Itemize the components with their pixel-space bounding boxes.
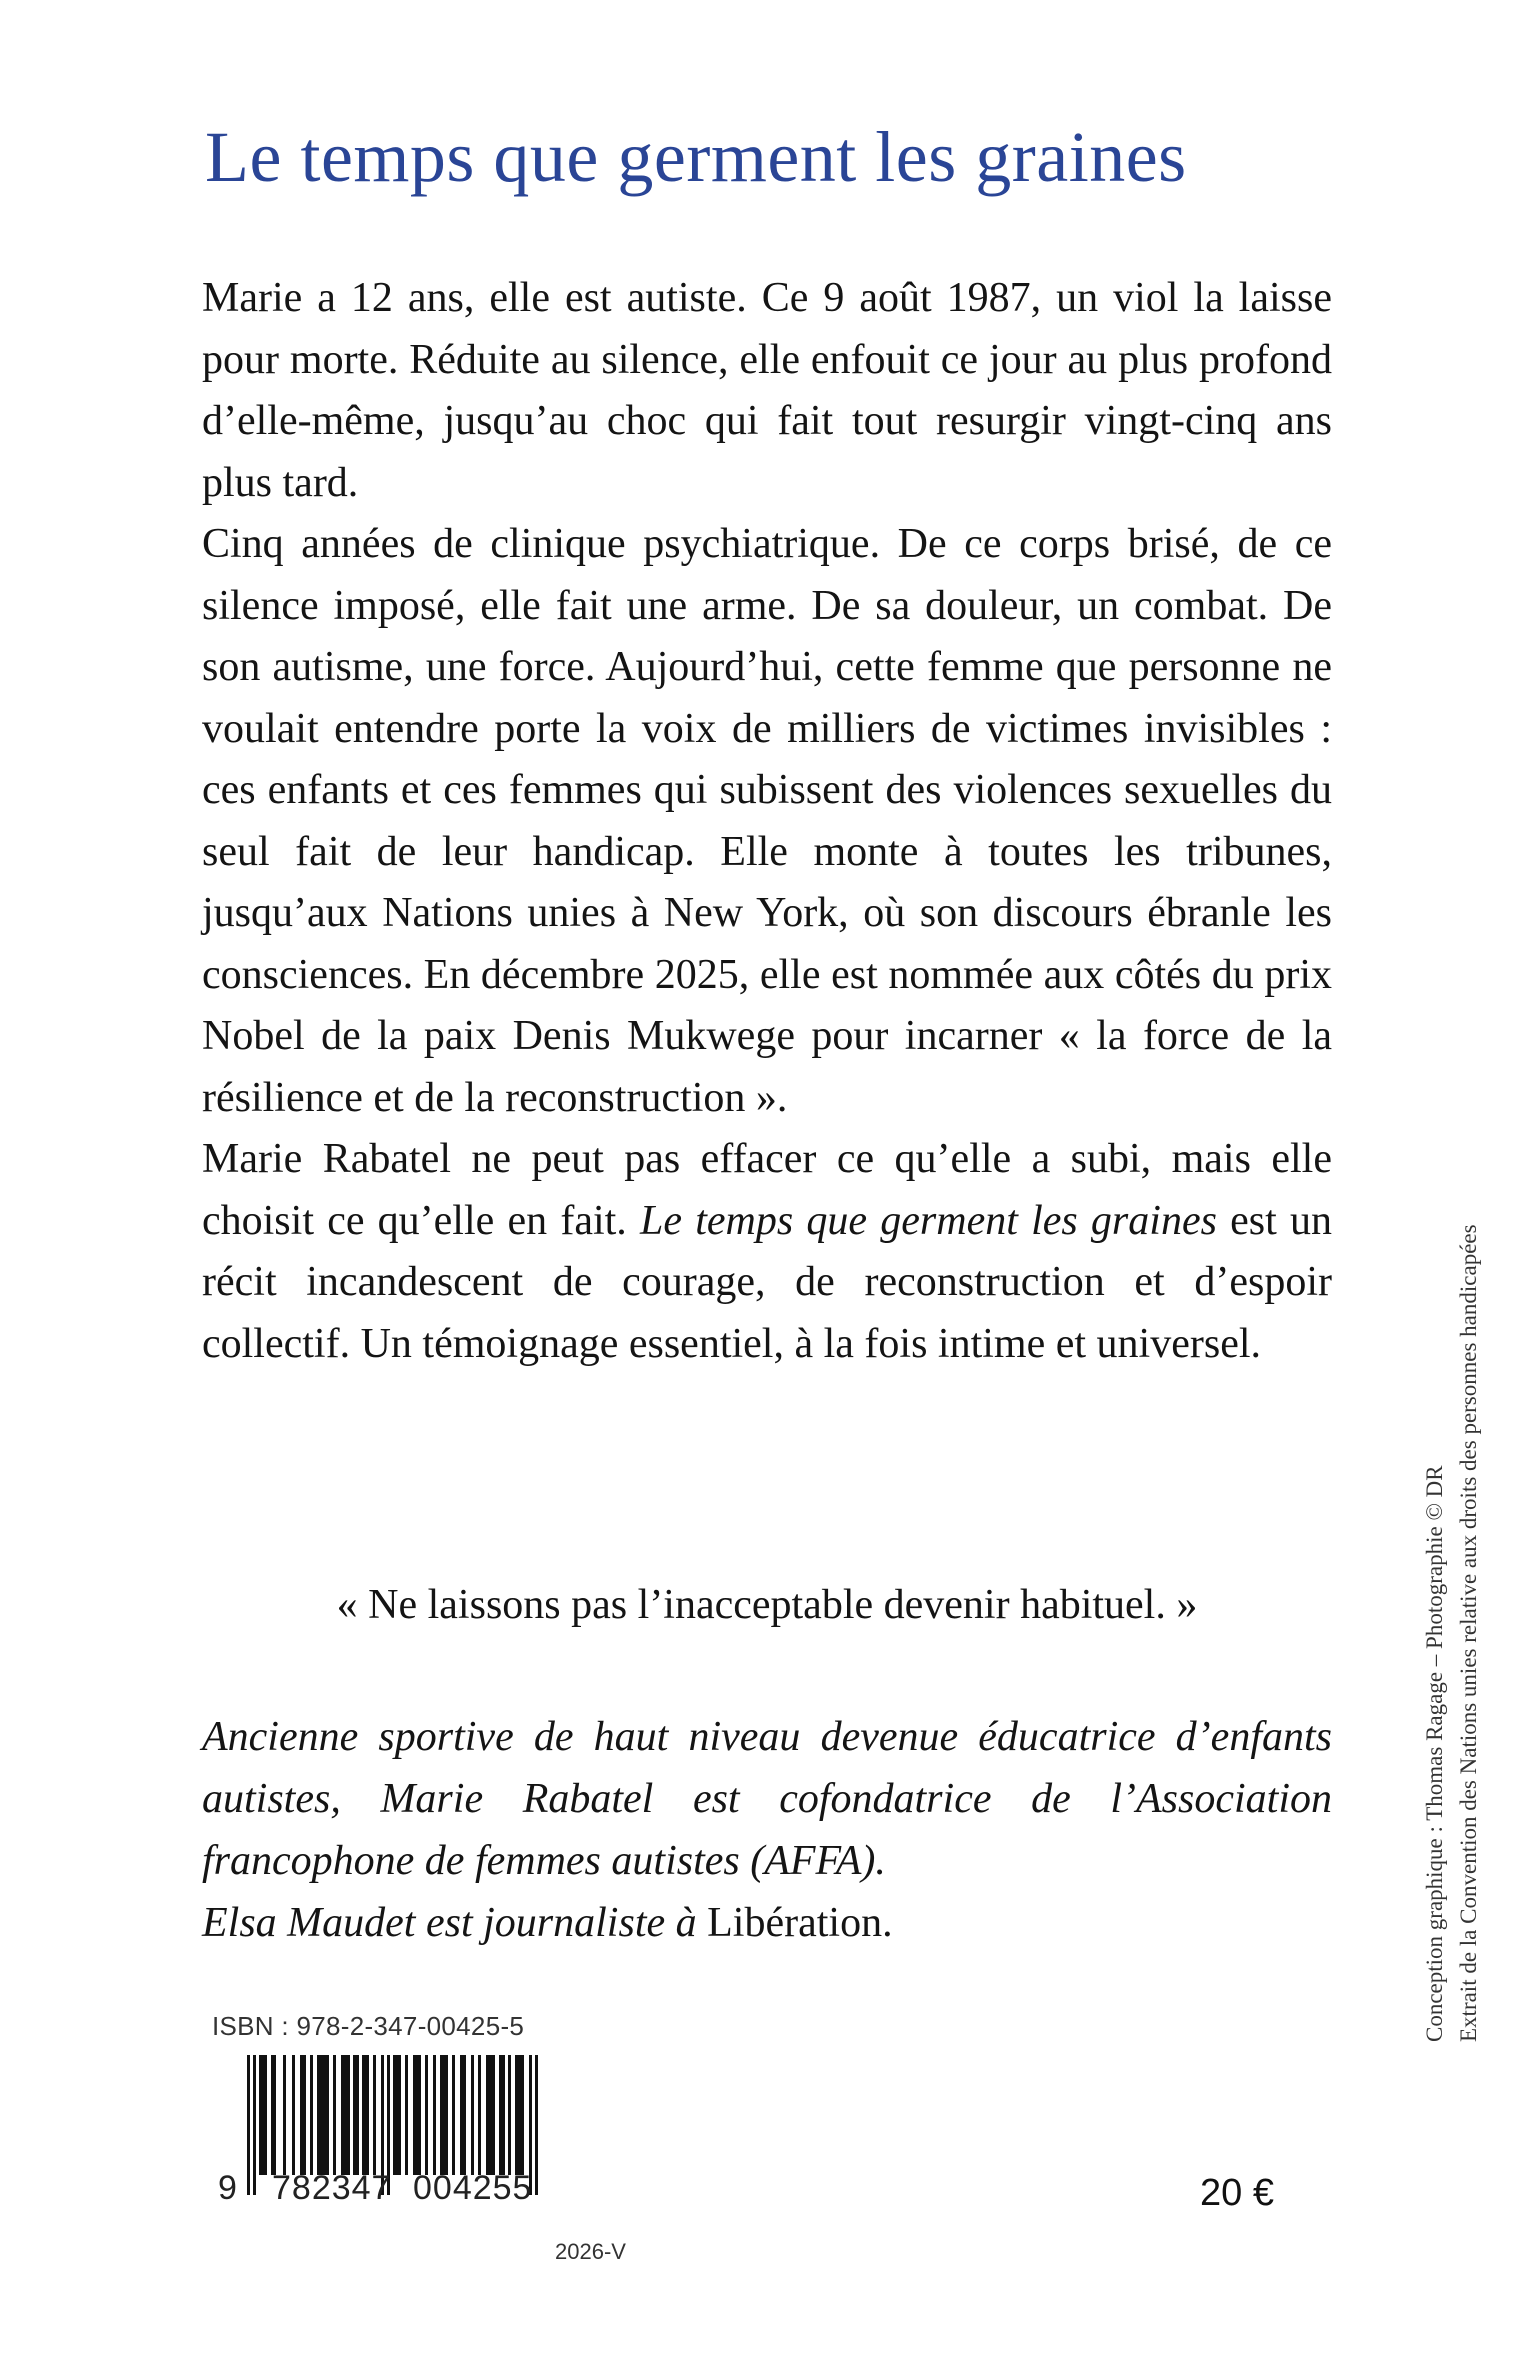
pull-quote: « Ne laissons pas l’inacceptable devenir habituel. » — [336, 1582, 1198, 1628]
bio-maudet-start: Elsa Maudet est journaliste à — [202, 1900, 708, 1946]
credits-vertical — [1418, 1224, 1486, 2042]
barcode-digit-first: 9 — [218, 2169, 237, 2207]
isbn-label: ISBN : 978-2-347-00425-5 — [212, 2011, 525, 2041]
author-bio-maudet — [202, 1892, 1332, 1954]
author-bio-rabatel: Ancienne sportive de haut niveau devenue éducatrice d’enfants autistes, Marie Rabatel est cofondatrice de l’Association francophone de femmes autistes (AFFA). — [202, 1714, 1332, 1884]
blurb-p3-start: Marie Rabatel ne peut pas effacer ce qu’elle a subi, mais elle choisit ce qu’elle en fait. — [202, 1136, 1332, 1244]
credits-un-convention: Extrait de la Convention des Nations unies relative aux droits des personnes handicapées — [1456, 1224, 1481, 2042]
barcode-digits-left: 782347 — [272, 2169, 392, 2207]
blurb — [202, 268, 1332, 1375]
print-code: 2026-V — [555, 2239, 626, 2264]
bio-maudet-end: . — [882, 1900, 893, 1946]
barcode-digits-right: 004255 — [413, 2169, 533, 2207]
blurb-paragraph-3 — [202, 1129, 1332, 1375]
book-title: Le temps que germent les graines — [205, 117, 1187, 197]
blurb-paragraph-2: Cinq années de clinique psychiatrique. De ce corps brisé, de ce silence imposé, elle fait une arme. De sa douleur, un combat. De son autisme, une force. Aujourd’hui, cette femme que personne ne voulait entendre porte la voix de milliers de victimes invisibles : ces enfants et ces femmes qui subissent des violences sexuelles du seul fait de leur handicap. Elle monte à toutes les tribunes, jusqu’aux Nations unies à New York, où son discours ébranle les consciences. En décembre 2025, elle est nommée aux côtés du prix Nobel de la paix Denis Mukwege pour incarner « la force de la résilience et de la reconstruction ». — [202, 521, 1332, 1121]
blurb-p3-book-title: Le temps que germent les graines — [640, 1197, 1217, 1244]
author-bios — [202, 1706, 1332, 1954]
bio-maudet-outlet: Libération — [707, 1900, 883, 1946]
blurb-p3-end: est un récit incandescent de courage, de reconstruction et d’espoir collectif. Un témoignage essentiel, à la fois intime et universel. — [202, 1197, 1332, 1367]
blurb-paragraph-1: Marie a 12 ans, elle est autiste. Ce 9 août 1987, un viol la laisse pour morte. Réduite au silence, elle enfouit ce jour au plus profond d’elle-même, jusqu’au choc qui fait tout resurgir vingt-cinq ans plus tard. — [202, 275, 1332, 506]
price: 20 € — [1200, 2172, 1274, 2214]
credits-design-photo: Conception graphique : Thomas Ragage – Photographie © DR — [1422, 1465, 1447, 2042]
